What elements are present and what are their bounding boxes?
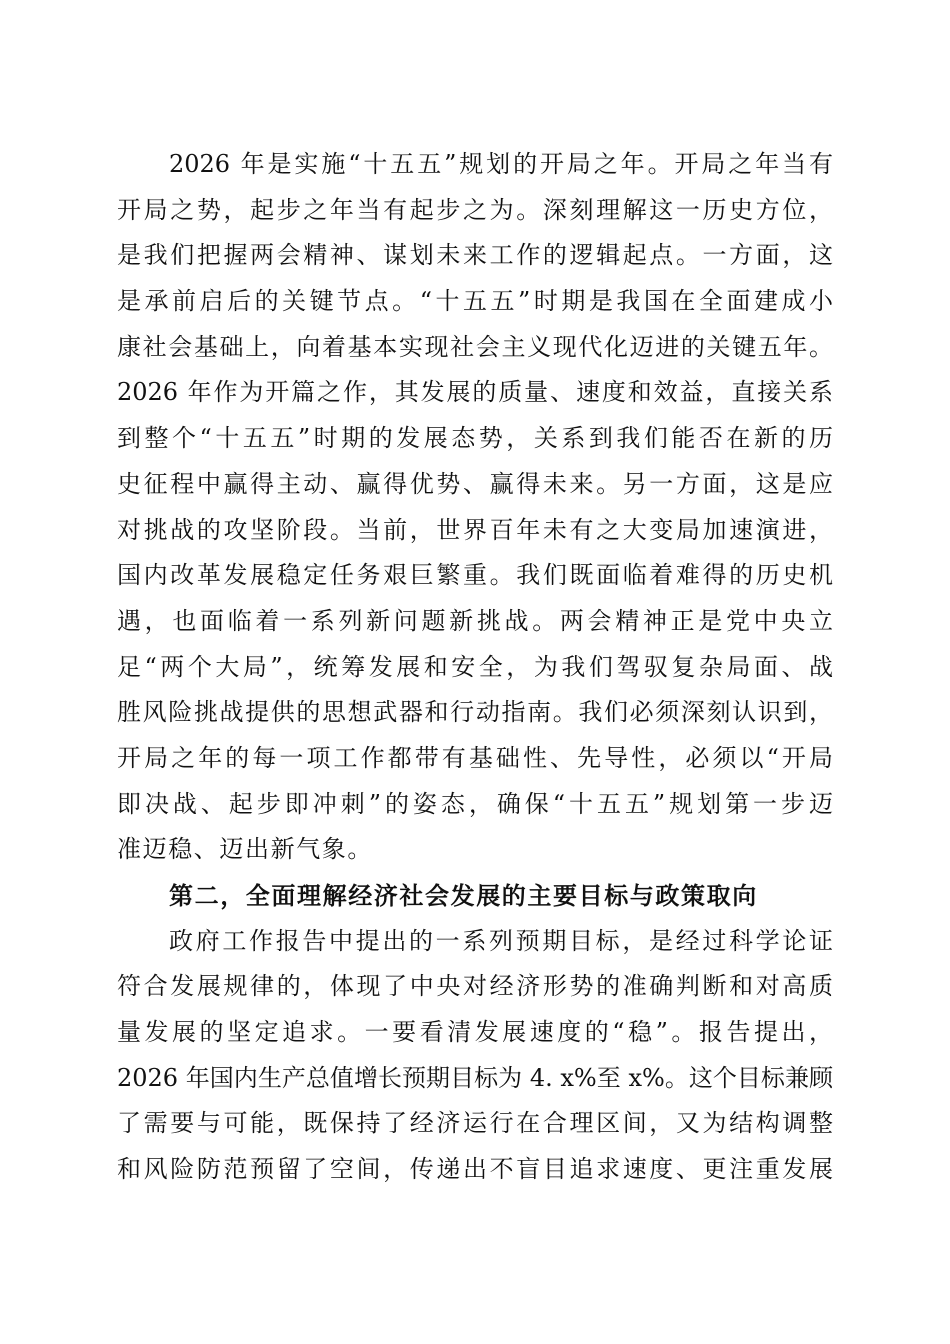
paragraph-1 xyxy=(117,142,833,873)
paragraph-line: 遇，也面临着一系列新问题新挑战。两会精神正是党中央立 xyxy=(117,606,833,635)
paragraph-line: 量发展的坚定追求。一要看清发展速度的“稳”。报告提出， xyxy=(117,1018,833,1047)
paragraph-line: 国内改革发展稳定任务艰巨繁重。我们既面临着难得的历史机 xyxy=(117,561,833,590)
paragraph-line: 康社会基础上，向着基本实现社会主义现代化迈进的关键五年。 xyxy=(117,332,833,361)
paragraph-line: 政府工作报告中提出的一系列预期目标，是经过科学论证 xyxy=(169,926,833,955)
section-heading: 第二，全面理解经济社会发展的主要目标与政策取向 xyxy=(169,881,758,910)
paragraph-line: 足“两个大局”，统筹发展和安全，为我们驾驭复杂局面、战 xyxy=(117,652,833,681)
paragraph-line: 是承前启后的关键节点。“十五五”时期是我国在全面建成小 xyxy=(117,287,833,316)
paragraph-line: 2026 年国内生产总值增长预期目标为 4. x%至 x%。这个目标兼顾 xyxy=(117,1063,833,1092)
paragraph-line: 是我们把握两会精神、谋划未来工作的逻辑起点。一方面，这 xyxy=(117,241,833,270)
paragraph-line: 对挑战的攻坚阶段。当前，世界百年未有之大变局加速演进， xyxy=(117,515,833,544)
paragraph-line: 和风险防范预留了空间，传递出不盲目追求速度、更注重发展 xyxy=(117,1155,833,1184)
paragraph-line: 到整个“十五五”时期的发展态势，关系到我们能否在新的历 xyxy=(117,424,833,453)
paragraph-2 xyxy=(117,919,833,1193)
document-body xyxy=(117,142,833,1193)
paragraph-line: 即决战、起步即冲刺”的姿态，确保“十五五”规划第一步迈 xyxy=(117,789,833,818)
paragraph-line: 准迈稳、迈出新气象。 xyxy=(117,835,373,864)
paragraph-line: 胜风险挑战提供的思想武器和行动指南。我们必须深刻认识到， xyxy=(117,698,833,727)
paragraph-line: 2026 年是实施“十五五”规划的开局之年。开局之年当有 xyxy=(169,150,833,178)
paragraph-line: 符合发展规律的，体现了中央对经济形势的准确判断和对高质 xyxy=(117,972,833,1001)
paragraph-line: 史征程中赢得主动、赢得优势、赢得未来。另一方面，这是应 xyxy=(117,469,833,498)
paragraph-line: 开局之年的每一项工作都带有基础性、先导性，必须以“开局 xyxy=(117,743,833,772)
paragraph-line: 2026 年作为开篇之作，其发展的质量、速度和效益，直接关系 xyxy=(117,378,833,407)
paragraph-line: 了需要与可能，既保持了经济运行在合理区间，又为结构调整 xyxy=(117,1109,833,1138)
paragraph-line: 开局之势，起步之年当有起步之为。深刻理解这一历史方位， xyxy=(117,195,833,224)
